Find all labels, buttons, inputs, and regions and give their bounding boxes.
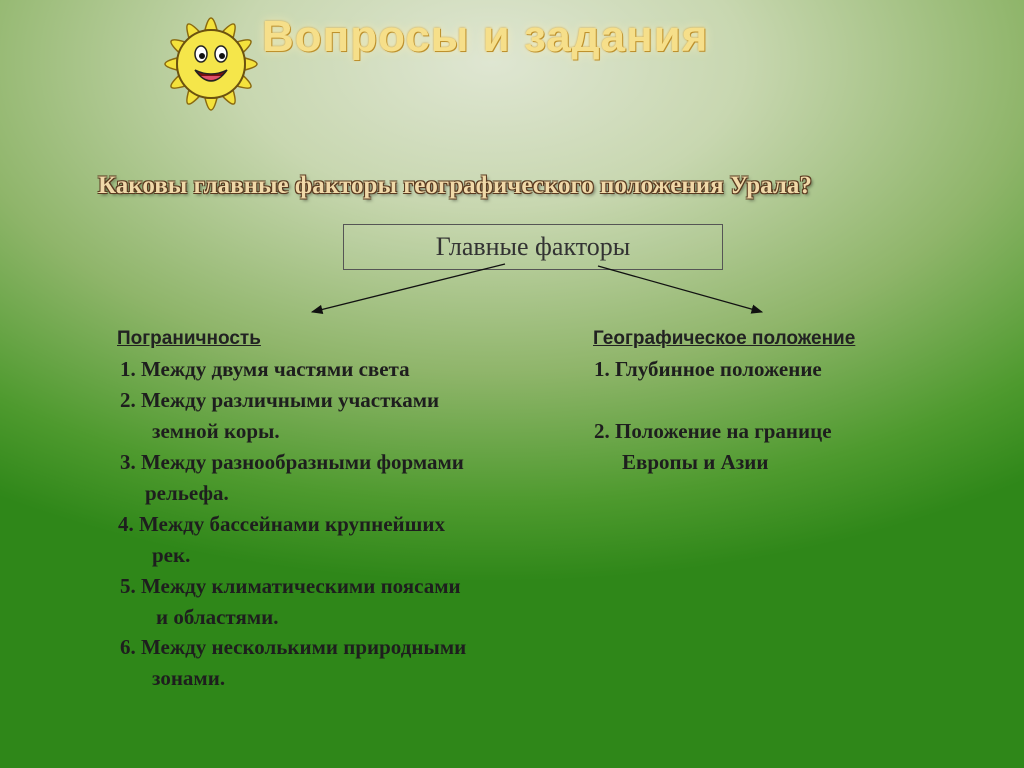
right-line-2: 2. Положение на границе [594,419,832,443]
right-column-heading: Географическое положение [593,328,856,349]
left-line-10: 6. Между несколькими природными [120,635,467,659]
left-line-6: 4. Между бассейнами крупнейших [118,512,445,536]
question-heading: Каковы главные факторы географического положения Урала? [98,172,812,199]
left-line-11: зонами. [152,666,226,690]
arrow-left [312,264,505,312]
right-line-1: 1. Глубинное положение [594,357,822,381]
left-line-1: 1. Между двумя частями света [120,357,410,381]
left-line-4: 3. Между разнообразными формами [120,450,464,474]
arrow-right [598,266,762,312]
slide-title: Вопросы и задания [262,12,709,61]
left-line-8: 5. Между климатическими поясами [120,574,461,598]
left-line-2: 2. Между различными участками [120,388,440,412]
left-column-heading: Пограничность [117,328,261,349]
left-line-7: рек. [152,543,191,567]
right-line-3: Европы и Азии [622,450,769,474]
left-line-5: рельефа. [145,481,229,505]
left-line-9: и областями. [156,605,279,629]
left-line-3: земной коры. [152,419,280,443]
sun-icon [160,2,262,132]
main-factors-box: Главные факторы [343,224,723,270]
